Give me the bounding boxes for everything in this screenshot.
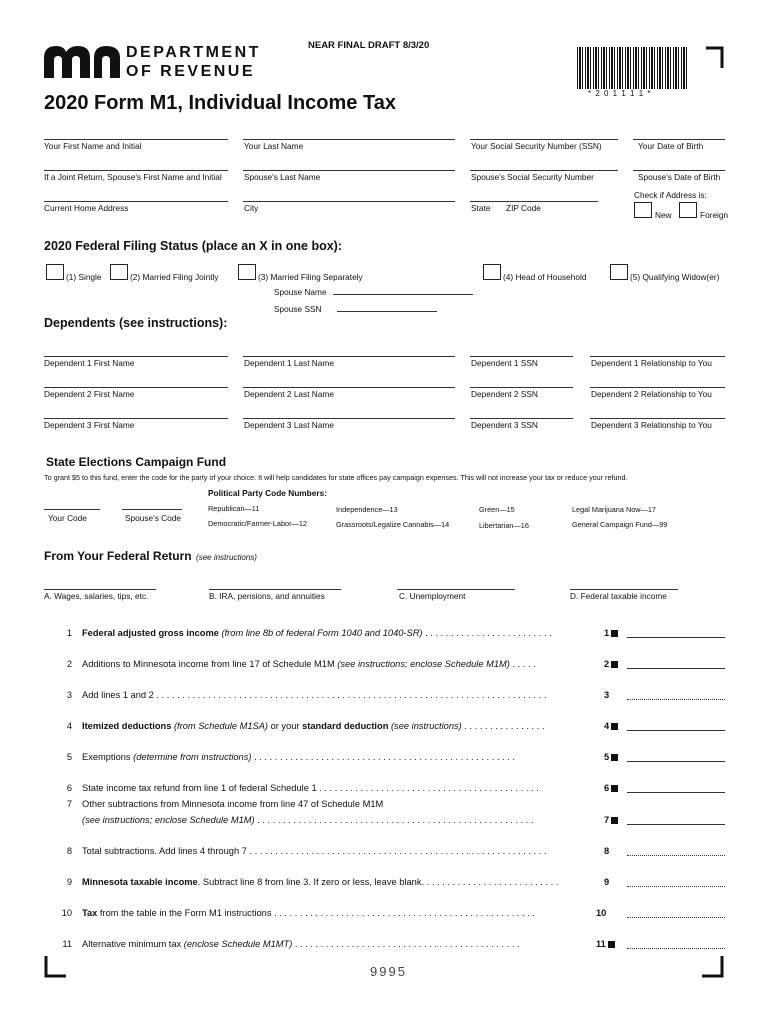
line-1-text: Federal adjusted gross income (from line 8b of federal Form 1040 and 1040-SR) . . . . . . . . . . . . . . . . . . . . . . . . . xyxy=(82,628,552,638)
head-of-household-label: (4) Head of Household xyxy=(503,272,587,282)
line-9-box-number: 9 xyxy=(604,877,610,887)
line-7-text-b: (see instructions; enclose Schedule M1M) . . . . . . . . . . . . . . . . . . . . . . . . . . . . . . . . . . . . . . . . . . . . . . . . . . . . . . xyxy=(82,815,534,825)
dependent-2-rel-field[interactable]: Dependent 2 Relationship to You xyxy=(591,389,712,399)
line-4-box-number xyxy=(604,721,618,731)
draft-label: NEAR FINAL DRAFT 8/3/20 xyxy=(308,40,430,51)
dependent-2-first-underline xyxy=(44,387,228,388)
line-11-text: Alternative minimum tax (enclose Schedule M1MT) . . . . . . . . . . . . . . . . . . . . . . . . . . . . . . . . . . . . . . . . . . . . xyxy=(82,939,520,949)
barcode xyxy=(577,47,687,89)
line-11-main: Alternative minimum tax xyxy=(82,939,182,949)
mfs-spouse-name-input[interactable] xyxy=(333,294,473,295)
page-code: 9995 xyxy=(370,964,407,979)
line-6-marker-icon xyxy=(611,785,618,792)
single-checkbox[interactable] xyxy=(46,264,64,280)
line-10-text: Tax from the table in the Form M1 instructions . . . . . . . . . . . . . . . . . . . . . . . . . . . . . . . . . . . . . . . . . . . . . . . . . . . xyxy=(82,908,535,918)
spouse-ssn-field[interactable]: Spouse's Social Security Number xyxy=(471,172,594,182)
line-7-number: 7 xyxy=(66,799,72,809)
line-7-text-a: Other subtractions from Minnesota income from line 47 of Schedule M1M xyxy=(82,799,384,809)
line-8-main: Total subtractions. Add lines 4 through 7 xyxy=(82,846,247,856)
line-5-input[interactable] xyxy=(627,761,725,762)
line-8-input[interactable] xyxy=(627,855,725,856)
line-1-box-number xyxy=(604,628,618,638)
line-8-box-number: 8 xyxy=(604,846,610,856)
line-5-box-number xyxy=(604,752,618,762)
line-1-bold: Federal adjusted gross income xyxy=(82,628,219,638)
federal-taxable-label: D. Federal taxable income xyxy=(570,591,667,601)
spouse-last-name-field[interactable]: Spouse's Last Name xyxy=(244,172,321,182)
campaign-heading: State Elections Campaign Fund xyxy=(46,455,227,469)
party-code-legal-marijuana: Legal Marijuana Now—17 xyxy=(572,505,656,514)
dependent-3-last-field[interactable]: Dependent 3 Last Name xyxy=(244,420,334,430)
line-2-text: Additions to Minnesota income from line 17 of Schedule M1M (see instructions; enclose Schedule M1M) . . . . . xyxy=(82,659,536,669)
first-name-field[interactable]: Your First Name and Initial xyxy=(44,141,142,151)
unemployment-label: C. Unemployment xyxy=(399,591,466,601)
dependent-1-last-field[interactable]: Dependent 1 Last Name xyxy=(244,358,334,368)
line-3-main: Add lines 1 and 2 xyxy=(82,690,154,700)
line-9-main: . Subtract line 8 from line 3. If zero or less, leave blank. xyxy=(197,877,425,887)
line-5-italic: (determine from instructions) xyxy=(130,752,252,762)
federal-taxable-input[interactable] xyxy=(570,589,678,590)
line-2-number: 2 xyxy=(66,659,72,669)
spouse-code-label: Spouse's Code xyxy=(125,513,182,523)
line-5-main: Exemptions xyxy=(82,752,131,762)
line-4-mid: or your xyxy=(268,721,303,731)
federal-heading xyxy=(44,547,257,565)
line-2-input[interactable] xyxy=(627,668,725,669)
wages-label: A. Wages, salaries, tips, etc. xyxy=(44,591,149,601)
mfs-spouse-ssn-input[interactable] xyxy=(337,311,437,312)
line-4-bold2: standard deduction xyxy=(302,721,389,731)
mfs-spouse-ssn-label: Spouse SSN xyxy=(274,304,322,314)
line-6-input[interactable] xyxy=(627,792,725,793)
line-2-box-number xyxy=(604,659,618,669)
dependent-1-ssn-field[interactable]: Dependent 1 SSN xyxy=(471,358,538,368)
dependent-3-ssn-field[interactable]: Dependent 3 SSN xyxy=(471,420,538,430)
line-5-box-label: 5 xyxy=(604,752,610,762)
party-code-green: Green—15 xyxy=(479,505,515,514)
line-1-input[interactable] xyxy=(627,637,725,638)
head-of-household-checkbox[interactable] xyxy=(483,264,501,280)
dept-line2: OF REVENUE xyxy=(126,63,256,80)
page-title: 2020 Form M1, Individual Income Tax xyxy=(44,92,396,114)
zip-field[interactable]: ZIP Code xyxy=(506,203,541,213)
line-10-number: 10 xyxy=(61,908,72,918)
line-3-number: 3 xyxy=(66,690,72,700)
married-jointly-checkbox[interactable] xyxy=(110,264,128,280)
corner-mark-bottom-right xyxy=(702,956,724,978)
line-1-italic: (from line 8b of federal Form 1040 and 1040-SR) xyxy=(218,628,423,638)
city-field[interactable]: City xyxy=(244,203,259,213)
corner-mark-bottom-left xyxy=(44,956,66,978)
line-5-marker-icon xyxy=(611,754,618,761)
dependent-2-first-field[interactable]: Dependent 2 First Name xyxy=(44,389,135,399)
corner-mark-top-right xyxy=(706,46,724,68)
dept-line1: DEPARTMENT xyxy=(126,44,261,61)
line-4-italic: (from Schedule M1SA) xyxy=(171,721,268,731)
dependent-1-first-underline xyxy=(44,356,228,357)
dob-field[interactable]: Your Date of Birth xyxy=(638,141,704,151)
line-3-text: Add lines 1 and 2 . . . . . . . . . . . . . . . . . . . . . . . . . . . . . . . . . . . . . . . . . . . . . . . . . . . . . . . . . . . . . . . . . . . . . . . . . . . . xyxy=(82,690,547,700)
line-10-box-number: 10 xyxy=(596,908,607,918)
dependent-3-first-field[interactable]: Dependent 3 First Name xyxy=(44,420,135,430)
spouse-dob-field[interactable]: Spouse's Date of Birth xyxy=(638,172,721,182)
foreign-address-checkbox[interactable] xyxy=(679,202,697,218)
married-jointly-label: (2) Married Filing Jointly xyxy=(130,272,219,282)
line-3-input[interactable] xyxy=(627,699,725,700)
line-2-italic: (see instructions; enclose Schedule M1M) xyxy=(334,659,510,669)
line-11-input[interactable] xyxy=(627,948,725,949)
dependent-2-rel-underline xyxy=(590,387,725,388)
party-code-independence: Independence—13 xyxy=(336,505,398,514)
line-4-bold: Itemized deductions xyxy=(82,721,172,731)
line-1-number: 1 xyxy=(66,628,72,638)
party-code-general: General Campaign Fund—99 xyxy=(572,520,668,529)
qualifying-widow-checkbox[interactable] xyxy=(610,264,628,280)
dependent-2-ssn-underline xyxy=(470,387,573,388)
barcode-text: * 2 0 1 1 1 1 * xyxy=(588,89,652,98)
line-6-box-label: 6 xyxy=(604,783,610,793)
dependent-2-last-underline xyxy=(243,387,455,388)
ssn-field[interactable]: Your Social Security Number (SSN) xyxy=(471,141,602,151)
your-code-input[interactable] xyxy=(44,509,100,510)
line-11-box-number xyxy=(596,939,615,949)
married-separately-checkbox[interactable] xyxy=(238,264,256,280)
line-9-text: Minnesota taxable income. Subtract line 8 from line 3. If zero or less, leave blank. . . . . . . . . . . . . . . . . . . . . . . . . . . xyxy=(82,877,559,887)
spouse-first-name-field[interactable]: If a Joint Return, Spouse's First Name and Initial xyxy=(44,172,222,182)
line-6-box-number xyxy=(604,783,618,793)
line-11-number: 11 xyxy=(62,939,72,949)
dependent-3-last-underline xyxy=(243,418,455,419)
line-7-italic: (see instructions; enclose Schedule M1M) xyxy=(82,815,255,825)
line-11-italic: (enclose Schedule M1MT) xyxy=(181,939,293,949)
filing-status-heading: 2020 Federal Filing Status (place an X in one box): xyxy=(44,239,342,253)
line-4-text: Itemized deductions (from Schedule M1SA) or your standard deduction (see instructions) . . . . . . . . . . . . . . . . xyxy=(82,721,545,731)
line-11-marker-icon xyxy=(608,941,615,948)
dependent-3-rel-underline xyxy=(590,418,725,419)
line-7-input[interactable] xyxy=(627,824,725,825)
line-2-main: Additions to Minnesota income from line 17 of Schedule M1M xyxy=(82,659,335,669)
line-4-number: 4 xyxy=(66,721,72,731)
line-9-input[interactable] xyxy=(627,886,725,887)
wages-input[interactable] xyxy=(44,589,156,590)
address-field[interactable]: Current Home Address xyxy=(44,203,129,213)
single-label: (1) Single xyxy=(66,272,102,282)
line-8-text: Total subtractions. Add lines 4 through 7 . . . . . . . . . . . . . . . . . . . . . . . . . . . . . . . . . . . . . . . . . . . . . . . . . . . . . . . . . . xyxy=(82,846,547,856)
line-4-input[interactable] xyxy=(627,730,725,731)
unemployment-input[interactable] xyxy=(397,589,515,590)
party-code-grassroots: Grassroots/Legalize Cannabis—14 xyxy=(336,520,450,529)
married-separately-label: (3) Married Filing Separately xyxy=(258,272,363,282)
mfs-spouse-name-label: Spouse Name xyxy=(274,287,327,297)
line-10-main: from the table in the Form M1 instructions xyxy=(97,908,272,918)
ira-input[interactable] xyxy=(209,589,341,590)
line-4-marker-icon xyxy=(611,723,618,730)
line-11-box-label: 11 xyxy=(596,939,606,949)
line-6-number: 6 xyxy=(66,783,72,793)
new-label: New xyxy=(655,210,672,220)
line-4-italic2: (see instructions) xyxy=(388,721,462,731)
line-5-number: 5 xyxy=(66,752,72,762)
dependent-3-first-underline xyxy=(44,418,228,419)
dependents-heading: Dependents (see instructions): xyxy=(44,316,228,330)
campaign-description: To grant $5 to this fund, enter the code for the party of your choice. It will help candidates for state offices pay campaign expenses. This will not increase your tax or reduce your refund. xyxy=(44,473,628,482)
line-9-number: 9 xyxy=(66,877,72,887)
ira-label: B. IRA, pensions, and annuities xyxy=(209,591,325,601)
line-4-box-label: 4 xyxy=(604,721,610,731)
party-code-dfl: Democratic/Farmer-Labor—12 xyxy=(208,519,307,528)
federal-heading-text: From Your Federal Return xyxy=(44,549,192,563)
line-8-number: 8 xyxy=(66,846,72,856)
dependent-3-rel-field[interactable]: Dependent 3 Relationship to You xyxy=(591,420,712,430)
dependent-1-rel-underline xyxy=(590,356,725,357)
new-address-checkbox[interactable] xyxy=(634,202,652,218)
party-code-libertarian: Libertarian—16 xyxy=(479,521,529,530)
line-1-marker-icon xyxy=(611,630,618,637)
line-10-input[interactable] xyxy=(627,917,725,918)
line-5-text: Exemptions (determine from instructions) . . . . . . . . . . . . . . . . . . . . . . . . . . . . . . . . . . . . . . . . . . . . . . . . . . . xyxy=(82,752,515,762)
line-6-text: State income tax refund from line 1 of federal Schedule 1 . . . . . . . . . . . . . . . . . . . . . . . . . . . . . . . . . . . . . . . . . . . xyxy=(82,783,539,793)
dependent-3-ssn-underline xyxy=(470,418,573,419)
party-code-republican: Republican—11 xyxy=(208,504,260,513)
dependent-1-first-field[interactable]: Dependent 1 First Name xyxy=(44,358,135,368)
qualifying-widow-label: (5) Qualifying Widow(er) xyxy=(630,272,720,282)
foreign-label: Foreign xyxy=(700,210,729,220)
dependent-2-last-field[interactable]: Dependent 2 Last Name xyxy=(244,389,334,399)
line-2-box-label: 2 xyxy=(604,659,610,669)
line-3-box-number: 3 xyxy=(604,690,610,700)
line-7-marker-icon xyxy=(611,817,618,824)
line-1-box-label: 1 xyxy=(604,628,610,638)
federal-heading-note: (see instructions) xyxy=(196,553,257,562)
last-name-field[interactable]: Your Last Name xyxy=(244,141,304,151)
dependent-1-rel-field[interactable]: Dependent 1 Relationship to You xyxy=(591,358,712,368)
your-code-label: Your Code xyxy=(48,513,87,523)
line-7-box-number xyxy=(604,815,618,825)
line-10-bold: Tax xyxy=(82,908,98,918)
dependent-1-last-underline xyxy=(243,356,455,357)
party-codes-heading: Political Party Code Numbers: xyxy=(208,488,327,498)
mn-logo-icon xyxy=(44,46,120,78)
line-2-marker-icon xyxy=(611,661,618,668)
line-7-box-label: 7 xyxy=(604,815,610,825)
dependent-1-ssn-underline xyxy=(470,356,573,357)
line-9-bold: Minnesota taxable income xyxy=(82,877,198,887)
line-6-main: State income tax refund from line 1 of federal Schedule 1 xyxy=(82,783,317,793)
state-field[interactable]: State xyxy=(471,203,491,213)
check-address-label: Check if Address is: xyxy=(634,190,707,200)
dependent-2-ssn-field[interactable]: Dependent 2 SSN xyxy=(471,389,538,399)
spouse-code-input[interactable] xyxy=(122,509,182,510)
